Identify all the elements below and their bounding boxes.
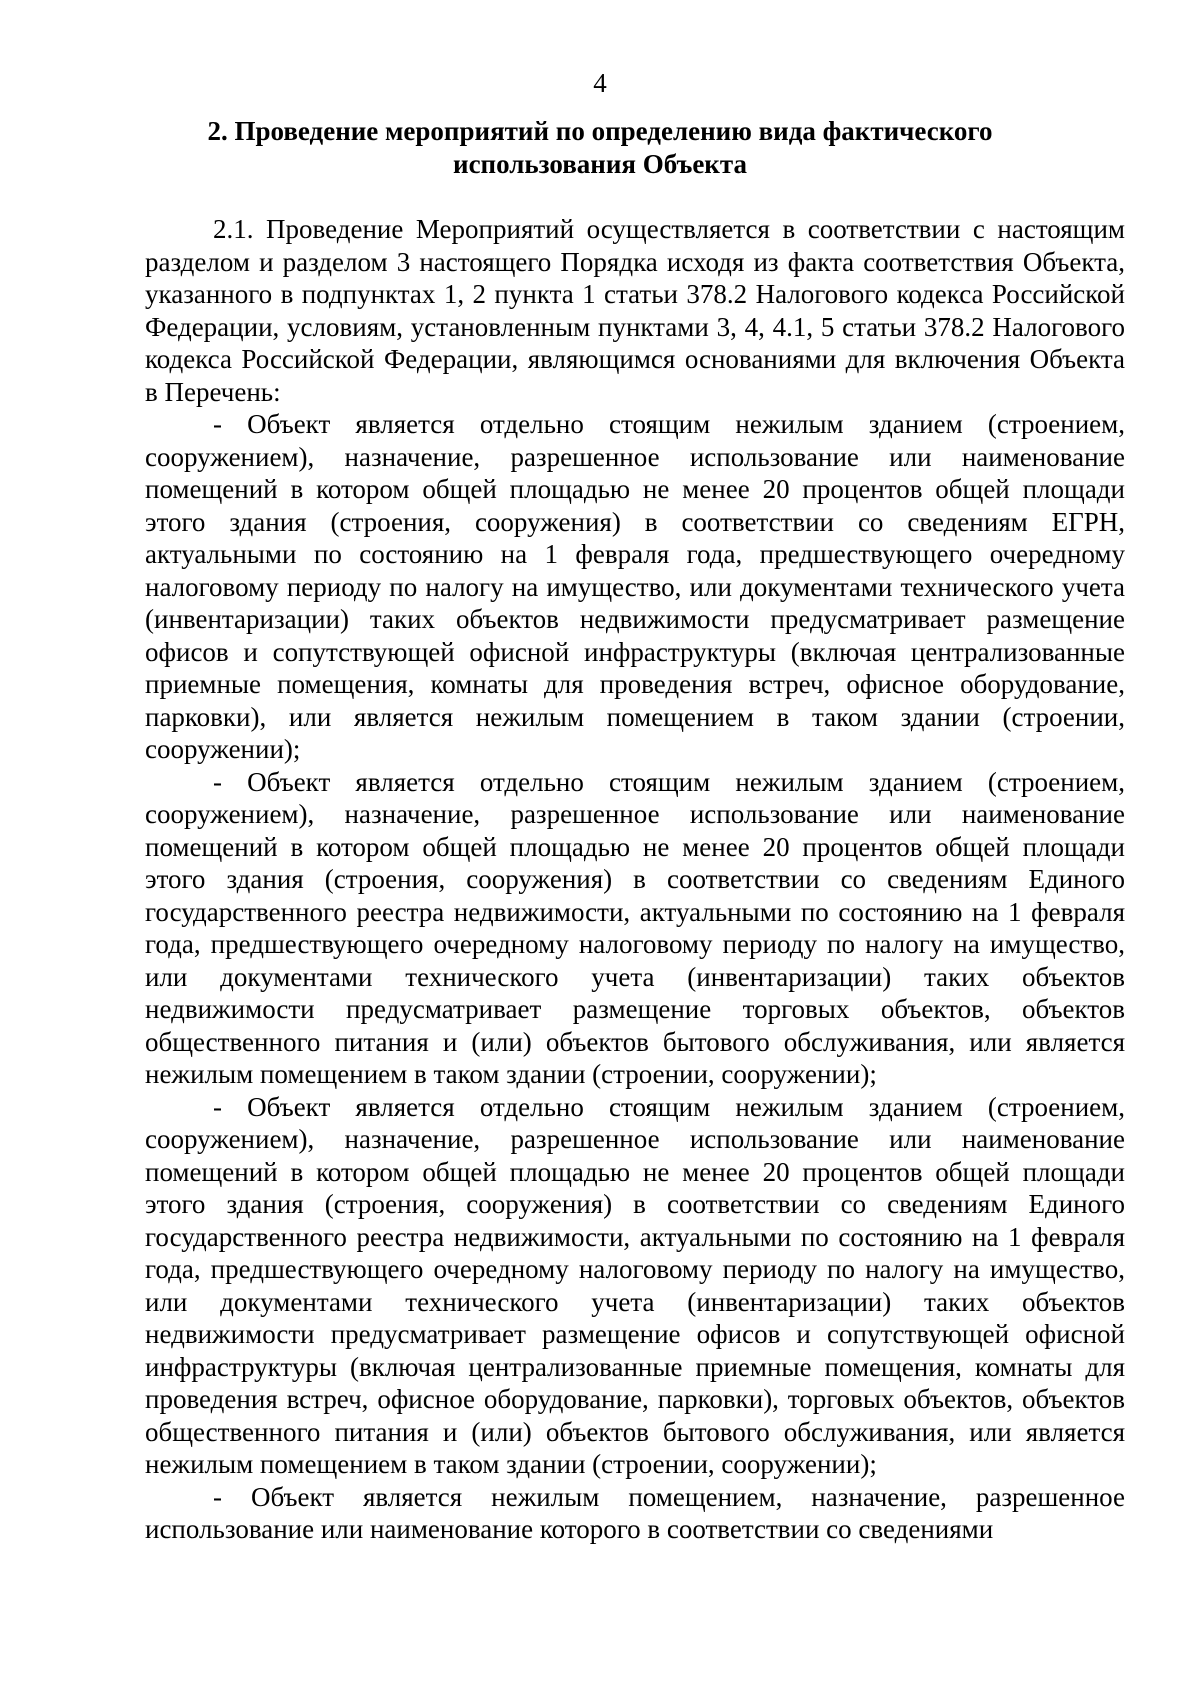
list-item-nonresidential-premises: - Объект является нежилым помещением, назначение, разрешенное использование или наименование которого в соответствии со сведениями xyxy=(145,1481,1125,1544)
list-item-retail-building: - Объект является отдельно стоящим нежилым зданием (строением, сооружением), назначение, разрешенное использование или наименование помещений в котором общей площадью не менее 20 процентов общей площади этого здания (строения, сооружения) в соответствии со сведениям Единого государственного реестра недвижимости, актуальными по состоянию на 1 февраля года, предшествующего очередному налоговому периоду по налогу на имущество, или документами технического учета (инвентаризации) таких объектов недвижимости предусматривает размещение торговых объектов, объектов общественного питания и (или) объектов бытового обслуживания, или является нежилым помещением в таком здании (строении, сооружении); xyxy=(145,766,1125,1089)
page-number: 4 xyxy=(593,68,607,98)
paragraph-2-1: 2.1. Проведение Мероприятий осуществляется в соответствии с настоящим разделом и разделом 3 настоящего Порядка исходя из факта соответствия Объекта, указанного в подпунктах 1, 2 пункта 1 статьи 378.2 Налогового кодекса Российской Федерации, условиям, установленным пунктами 3, 4, 4.1, 5 статьи 378.2 Налогового кодекса Российской Федерации, являющимся основаниями для включения Объекта в Перечень: xyxy=(145,214,1125,407)
section-heading xyxy=(145,115,1055,181)
list-item-mixed-building: - Объект является отдельно стоящим нежилым зданием (строением, сооружением), назначение, разрешенное использование или наименование помещений в котором общей площадью не менее 20 процентов общей площади этого здания (строения, сооружения) в соответствии со сведениям Единого государственного реестра недвижимости, актуальными по состоянию на 1 февраля года, предшествующего очередному налоговому периоду по налогу на имущество, или документами технического учета (инвентаризации) таких объектов недвижимости предусматривает размещение офисов и сопутствующей офисной инфраструктуры (включая централизованные приемные помещения, комнаты для проведения встреч, офисное оборудование, парковки), торговых объектов, объектов общественного питания и (или) объектов бытового обслуживания, или является нежилым помещением в таком здании (строении, сооружении); xyxy=(145,1091,1125,1479)
section-heading-line-2: использования Объекта xyxy=(453,149,747,179)
section-heading-line-1: 2. Проведение мероприятий по определению вида фактического xyxy=(207,116,993,146)
document-body xyxy=(145,213,1125,1546)
list-item-office-building: - Объект является отдельно стоящим нежилым зданием (строением, сооружением), назначение, разрешенное использование или наименование помещений в котором общей площадью не менее 20 процентов общей площади этого здания (строения, сооружения) в соответствии со сведениям ЕГРН, актуальными по состоянию на 1 февраля года, предшествующего очередному налоговому периоду по налогу на имущество, или документами технического учета (инвентаризации) таких объектов недвижимости предусматривает размещение офисов и сопутствующей офисной инфраструктуры (включая централизованные приемные помещения, комнаты для проведения встреч, офисное оборудование, парковки), или является нежилым помещением в таком здании (строении, сооружении); xyxy=(145,409,1125,764)
